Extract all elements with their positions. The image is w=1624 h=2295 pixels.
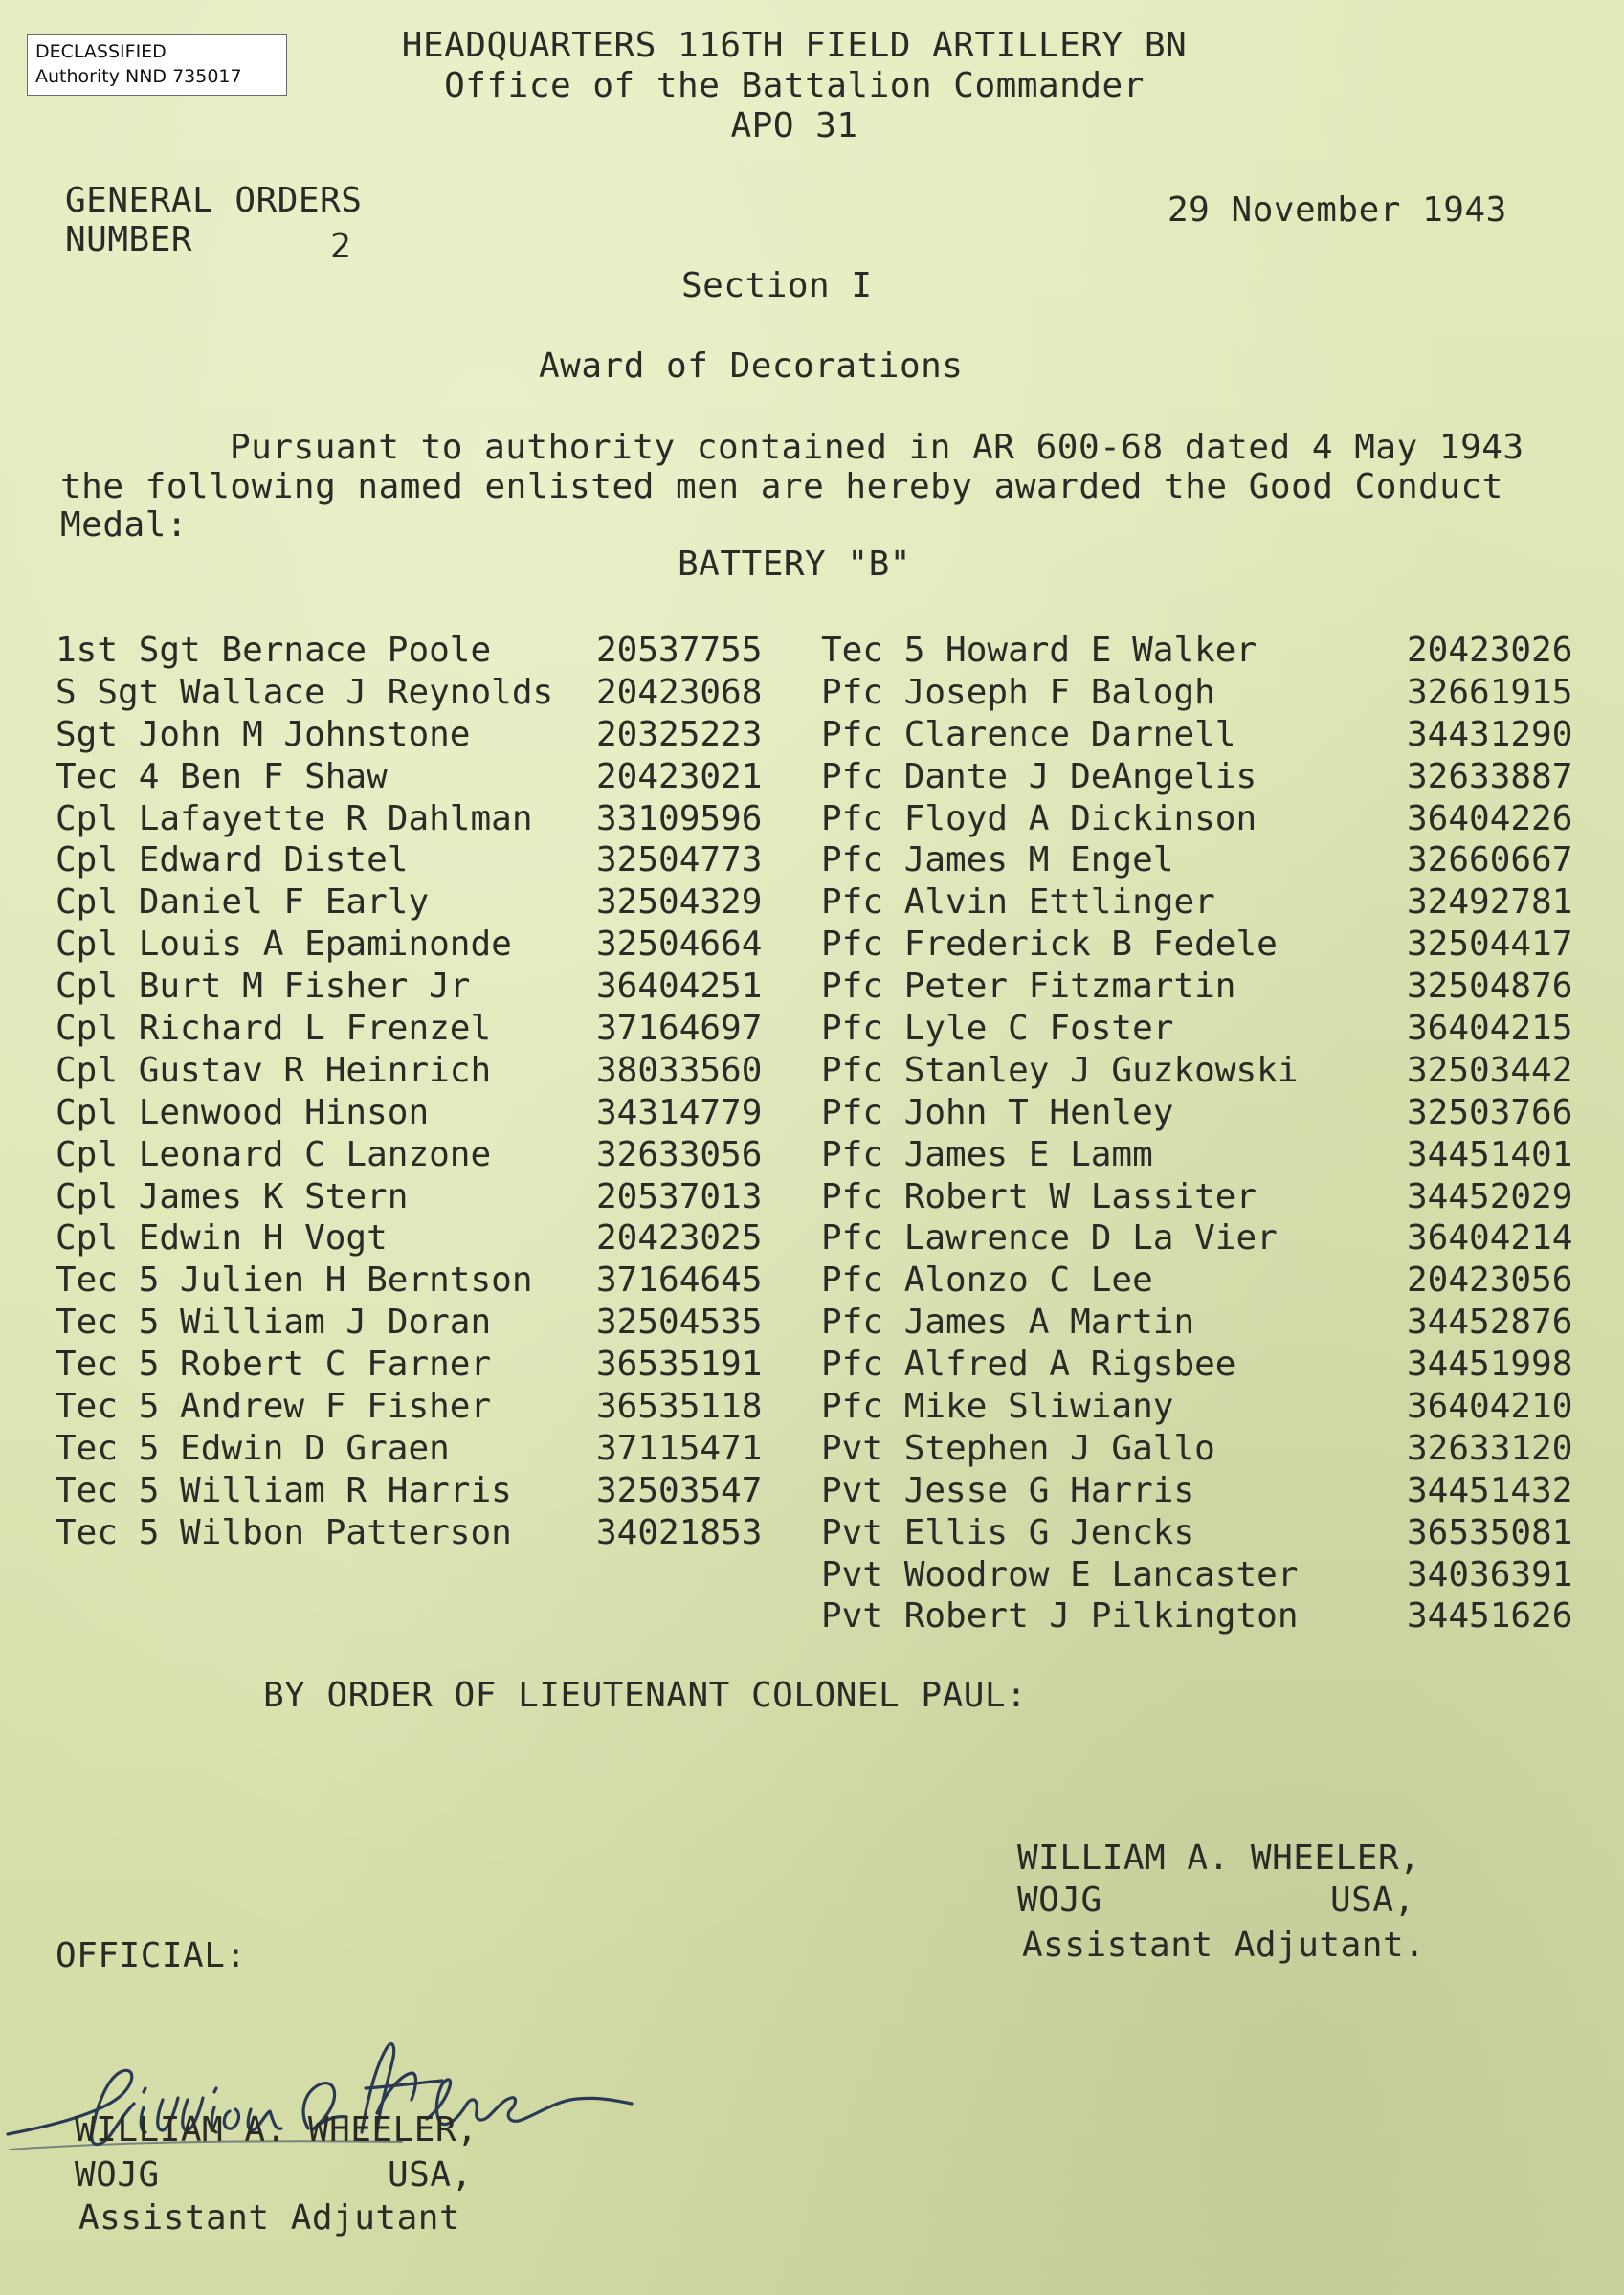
serial-number: 20537755 <box>596 631 763 670</box>
by-order-line: BY ORDER OF LIEUTENANT COLONEL PAUL: <box>263 1676 1028 1715</box>
stamp-line-1: DECLASSIFIED <box>35 41 167 62</box>
serial-number: 34036391 <box>1407 1554 1573 1594</box>
serial-number: 36535081 <box>1407 1512 1573 1552</box>
roster-row <box>56 1259 783 1302</box>
soldier-name: Pfc Alvin Ettlinger <box>821 882 1215 923</box>
serial-number: 20423025 <box>596 1218 763 1259</box>
serial-number: 32504329 <box>596 882 763 923</box>
soldier-name: Tec 5 Howard E Walker <box>821 631 1257 670</box>
soldier-name: Pfc Floyd A Dickinson <box>821 798 1257 838</box>
serial-number: 36404210 <box>1407 1387 1573 1427</box>
official-rank: WOJG <box>75 2155 160 2195</box>
serial-number: 33109596 <box>596 798 763 838</box>
soldier-name: Pfc James E Lamm <box>821 1134 1153 1174</box>
soldier-name: Pfc Joseph F Balogh <box>821 672 1215 712</box>
soldier-name: Pfc Clarence Darnell <box>821 714 1236 754</box>
soldier-name: Pfc Robert W Lassiter <box>821 1176 1257 1216</box>
soldier-name: Cpl Richard L Frenzel <box>56 1009 492 1049</box>
body-line-1: Pursuant to authority contained in AR 600-68 dated 4 May 1943 <box>230 428 1524 467</box>
serial-number: 37164697 <box>596 1009 763 1049</box>
serial-number: 20423068 <box>596 672 763 712</box>
serial-number: 34452029 <box>1407 1176 1573 1216</box>
soldier-name: 1st Sgt Bernace Poole <box>56 631 492 670</box>
serial-number: 36404214 <box>1407 1218 1573 1259</box>
roster-row <box>56 756 783 798</box>
soldier-name: Tec 5 William J Doran <box>56 1303 492 1343</box>
orders-number: 2 <box>330 227 352 266</box>
header-apo: APO 31 <box>730 106 858 145</box>
soldier-name: Cpl Lenwood Hinson <box>56 1092 430 1132</box>
signer-service: USA, <box>1330 1881 1415 1920</box>
serial-number: 34451401 <box>1407 1134 1573 1174</box>
soldier-name: Pfc Dante J DeAngelis <box>821 756 1257 796</box>
soldier-name: Pvt Jesse G Harris <box>821 1470 1195 1510</box>
roster-row <box>56 924 783 966</box>
roster-row <box>821 798 1587 840</box>
roster-row <box>56 714 783 756</box>
serial-number: 37164645 <box>596 1260 763 1301</box>
body-line-3: Medal: <box>60 505 189 545</box>
roster-row <box>821 1092 1587 1134</box>
soldier-name: Pfc Frederick B Fedele <box>821 925 1278 965</box>
serial-number: 34431290 <box>1407 714 1573 754</box>
stamp-line-2: Authority NND 735017 <box>35 66 242 87</box>
roster-row <box>56 1470 783 1512</box>
serial-number: 32504664 <box>596 925 763 965</box>
roster-row <box>56 1050 783 1092</box>
serial-number: 36535191 <box>596 1345 763 1385</box>
roster-row <box>56 1134 783 1176</box>
roster-row <box>821 1386 1587 1428</box>
roster-row <box>56 966 783 1008</box>
soldier-name: Pfc Alfred A Rigsbee <box>821 1345 1236 1385</box>
soldier-name: Pvt Ellis G Jencks <box>821 1512 1195 1552</box>
roster-row <box>821 630 1587 672</box>
serial-number: 20423026 <box>1407 631 1573 670</box>
soldier-name: Pfc Alonzo C Lee <box>821 1260 1153 1301</box>
soldier-name: Tec 4 Ben F Shaw <box>56 756 388 796</box>
soldier-name: Tec 5 Robert C Farner <box>56 1345 492 1385</box>
serial-number: 32492781 <box>1407 882 1573 923</box>
serial-number: 20537013 <box>596 1176 763 1216</box>
roster-right-column <box>821 630 1587 1638</box>
serial-number: 36404215 <box>1407 1009 1573 1049</box>
handwritten-signature <box>0 2008 670 2180</box>
roster-row <box>821 1428 1587 1470</box>
roster-left-column <box>56 630 783 1554</box>
roster-row <box>821 839 1587 881</box>
serial-number: 34451432 <box>1407 1470 1573 1510</box>
serial-number: 32661915 <box>1407 672 1573 712</box>
roster-row <box>821 1259 1587 1302</box>
signer-name: WILLIAM A. WHEELER, <box>1017 1838 1421 1878</box>
serial-number: 36404251 <box>596 967 763 1007</box>
soldier-name: Tec 5 Julien H Berntson <box>56 1260 533 1301</box>
serial-number: 32503766 <box>1407 1092 1573 1132</box>
soldier-name: Pfc Lyle C Foster <box>821 1009 1174 1049</box>
serial-number: 34451626 <box>1407 1596 1573 1637</box>
roster-row <box>821 1554 1587 1596</box>
serial-number: 32660667 <box>1407 840 1573 880</box>
roster-row <box>56 881 783 924</box>
serial-number: 36404226 <box>1407 798 1573 838</box>
header-unit: HEADQUARTERS 116TH FIELD ARTILLERY BN <box>401 26 1188 65</box>
soldier-name: Cpl Gustav R Heinrich <box>56 1050 492 1090</box>
serial-number: 32504773 <box>596 840 763 880</box>
soldier-name: Tec 5 Wilbon Patterson <box>56 1512 512 1552</box>
soldier-name: Tec 5 Andrew F Fisher <box>56 1387 492 1427</box>
roster-row <box>56 1428 783 1470</box>
roster-row <box>821 1302 1587 1344</box>
soldier-name: Pfc Mike Sliwiany <box>821 1387 1174 1427</box>
roster-row <box>821 672 1587 714</box>
roster-row <box>821 1512 1587 1554</box>
serial-number: 36535118 <box>596 1387 763 1427</box>
roster-row <box>821 924 1587 966</box>
serial-number: 37115471 <box>596 1428 763 1468</box>
serial-number: 38033560 <box>596 1050 763 1090</box>
section-title: Section I <box>681 266 873 305</box>
soldier-name: Pvt Robert J Pilkington <box>821 1596 1299 1637</box>
body-line-2: the following named enlisted men are hereby awarded the Good Conduct <box>60 467 1503 506</box>
battery-heading: BATTERY "B" <box>678 545 911 584</box>
soldier-name: Tec 5 Edwin D Graen <box>56 1428 450 1468</box>
roster-row <box>56 1302 783 1344</box>
official-label: OFFICIAL: <box>56 1936 247 1975</box>
soldier-name: Cpl James K Stern <box>56 1176 409 1216</box>
soldier-name: Pfc James A Martin <box>821 1303 1195 1343</box>
roster-row <box>821 1008 1587 1050</box>
soldier-name: Cpl Lafayette R Dahlman <box>56 798 533 838</box>
orders-number-label: NUMBER <box>65 220 193 259</box>
roster-row <box>56 1512 783 1554</box>
soldier-name: Pfc Lawrence D La Vier <box>821 1218 1278 1259</box>
roster-row <box>56 1344 783 1386</box>
serial-number: 34451998 <box>1407 1345 1573 1385</box>
roster-row <box>56 630 783 672</box>
serial-number: 20423021 <box>596 756 763 796</box>
serial-number: 32504535 <box>596 1303 763 1343</box>
soldier-name: Cpl Burt M Fisher Jr <box>56 967 471 1007</box>
roster-row <box>56 1386 783 1428</box>
roster-row <box>56 1008 783 1050</box>
official-service: USA, <box>388 2155 473 2195</box>
serial-number: 34452876 <box>1407 1303 1573 1343</box>
serial-number: 32633120 <box>1407 1428 1573 1468</box>
serial-number: 32503547 <box>596 1470 763 1510</box>
soldier-name: Cpl Edward Distel <box>56 840 409 880</box>
roster-row <box>821 1595 1587 1638</box>
orders-label: GENERAL ORDERS <box>65 181 363 220</box>
roster-row <box>821 756 1587 798</box>
roster-row <box>821 1217 1587 1259</box>
soldier-name: Pfc Peter Fitzmartin <box>821 967 1236 1007</box>
roster-row <box>821 714 1587 756</box>
soldier-name: Cpl Louis A Epaminonde <box>56 925 512 965</box>
soldier-name: Pfc John T Henley <box>821 1092 1174 1132</box>
roster-row <box>56 1092 783 1134</box>
serial-number: 32633887 <box>1407 756 1573 796</box>
roster-row <box>821 966 1587 1008</box>
roster-row <box>56 798 783 840</box>
serial-number: 32504876 <box>1407 967 1573 1007</box>
roster-row <box>821 1050 1587 1092</box>
signer-rank: WOJG <box>1017 1881 1102 1920</box>
signer-title: Assistant Adjutant. <box>1022 1926 1426 1965</box>
roster-row <box>821 1134 1587 1176</box>
serial-number: 34021853 <box>596 1512 763 1552</box>
serial-number: 32504417 <box>1407 925 1573 965</box>
header-office: Office of the Battalion Commander <box>444 66 1145 105</box>
official-name: WILLIAM A. WHEELER, <box>75 2110 478 2150</box>
soldier-name: Pvt Woodrow E Lancaster <box>821 1554 1299 1594</box>
soldier-name: S Sgt Wallace J Reynolds <box>56 672 554 712</box>
soldier-name: Pfc Stanley J Guzkowski <box>821 1050 1299 1090</box>
subject-title: Award of Decorations <box>539 346 964 386</box>
soldier-name: Sgt John M Johnstone <box>56 714 471 754</box>
official-title: Assistant Adjutant <box>78 2198 461 2238</box>
soldier-name: Pvt Stephen J Gallo <box>821 1428 1215 1468</box>
declassified-stamp <box>27 34 287 96</box>
roster-row <box>56 839 783 881</box>
roster-row <box>56 1176 783 1218</box>
serial-number: 20325223 <box>596 714 763 754</box>
serial-number: 34314779 <box>596 1092 763 1132</box>
soldier-name: Cpl Leonard C Lanzone <box>56 1134 492 1174</box>
roster-row <box>821 881 1587 924</box>
roster-row <box>56 1217 783 1259</box>
soldier-name: Pfc James M Engel <box>821 840 1174 880</box>
roster-row <box>821 1176 1587 1218</box>
serial-number: 32503442 <box>1407 1050 1573 1090</box>
roster-row <box>821 1470 1587 1512</box>
soldier-name: Tec 5 William R Harris <box>56 1470 512 1510</box>
orders-date: 29 November 1943 <box>1168 190 1507 230</box>
serial-number: 32633056 <box>596 1134 763 1174</box>
serial-number: 20423056 <box>1407 1260 1573 1301</box>
soldier-name: Cpl Daniel F Early <box>56 882 430 923</box>
roster-row <box>821 1344 1587 1386</box>
soldier-name: Cpl Edwin H Vogt <box>56 1218 388 1259</box>
roster-row <box>56 672 783 714</box>
